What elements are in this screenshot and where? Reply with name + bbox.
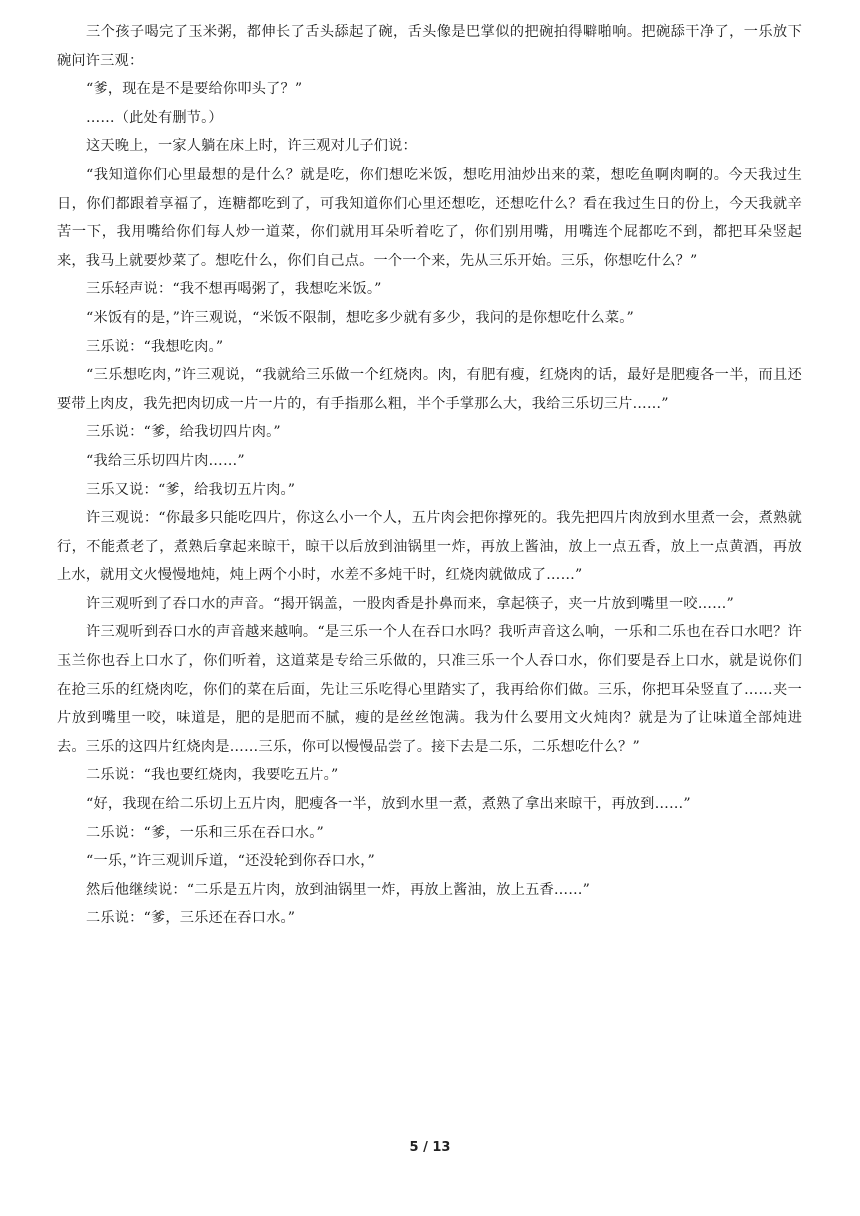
paragraph: 三乐又说：“爹，给我切五片肉。” <box>86 481 296 498</box>
paragraph: 二乐说：“爹，一乐和三乐在吞口水。” <box>86 824 325 841</box>
paragraph: “米饭有的是，”许三观说，“米饭不限制，想吃多少就有多少，我问的是你想吃什么菜。” <box>86 309 634 326</box>
paragraph: 三乐说：“爹，给我切四片肉。” <box>86 424 281 441</box>
paragraph: 二乐说：“我也要红烧肉，我要吃五片。” <box>86 767 339 784</box>
paragraph: 二乐说：“爹，三乐还在吞口水。” <box>86 910 296 927</box>
paragraph: 许三观说：“你最多只能吃四片，你这么小一个人，五片肉会把你撑死的。我先把四片肉放到水里煮一会，煮熟就行，不能煮老了，煮熟后拿起来晾干，晾干以后放到油锅里一炸，再放上酱油，放上一点五香，放上一点黄酒，再放上水，就用文火慢慢地炖，炖上两个小时，水差不多炖干时，红烧肉就做成了……” <box>57 510 802 584</box>
paragraph: “我知道你们心里最想的是什么？就是吃，你们想吃米饭，想吃用油炒出来的菜，想吃鱼啊肉啊的。今天我过生日，你们都跟着享福了，连糖都吃到了，可我知道你们心里还想吃，还想吃什么？看在我过生日的份上，今天我就辛苦一下，我用嘴给你们每人炒一道菜，你们就用耳朵听着吃了，你们别用嘴，用嘴连个屁都吃不到，都把耳朵竖起来，我马上就要炒菜了。想吃什么，你们自己点。一个一个来，先从三乐开始。三乐，你想吃什么？” <box>57 166 802 269</box>
paragraph: 这天晚上，一家人躺在床上时，许三观对儿子们说： <box>86 138 417 155</box>
paragraph: 三个孩子喝完了玉米粥，都伸长了舌头舔起了碗，舌头像是巴掌似的把碗拍得噼啪响。把碗舔干净了，一乐放下碗问许三观： <box>57 24 802 69</box>
paragraph: ……（此处有删节。） <box>86 109 223 126</box>
document-body <box>57 18 802 933</box>
page-number: 5 / 13 <box>409 1140 451 1155</box>
paragraph: “三乐想吃肉，”许三观说，“我就给三乐做一个红烧肉。肉，有肥有瘦，红烧肉的话，最好是肥瘦各一半，而且还要带上肉皮，我先把肉切成一片一片的，有手指那么粗，半个手掌那么大，我给三乐切三片……” <box>57 367 802 412</box>
paragraph: “我给三乐切四片肉……” <box>86 452 245 469</box>
paragraph: 许三观听到了吞口水的声音。“揭开锅盖，一股肉香是扑鼻而来，拿起筷子，夹一片放到嘴里一咬……” <box>86 595 734 612</box>
paragraph: “一乐，”许三观训斥道，“还没轮到你吞口水，” <box>86 853 375 870</box>
paragraph: 许三观听到吞口水的声音越来越响。“是三乐一个人在吞口水吗？我听声音这么响，一乐和二乐也在吞口水吧？许玉兰你也吞上口水了，你们听着，这道菜是专给三乐做的，只准三乐一个人吞口水，你们要是吞上口水，就是说你们在抢三乐的红烧肉吃，你们的菜在后面，先让三乐吃得心里踏实了，我再给你们做。三乐，你把耳朵竖直了……夹一片放到嘴里一咬，味道是，肥的是肥而不腻，瘦的是丝丝饱满。我为什么要用文火炖肉？就是为了让味道全部炖进去。三乐的这四片红烧肉是……三乐，你可以慢慢品尝了。接下去是二乐，二乐想吃什么？” <box>57 624 802 755</box>
paragraph: 三乐轻声说：“我不想再喝粥了，我想吃米饭。” <box>86 281 382 298</box>
paragraph: “好，我现在给二乐切上五片肉，肥瘦各一半，放到水里一煮，煮熟了拿出来晾干，再放到……” <box>86 796 691 813</box>
paragraph: “爹，现在是不是要给你叩头了？” <box>86 81 303 98</box>
paragraph: 三乐说：“我想吃肉。” <box>86 338 224 355</box>
paragraph: 然后他继续说：“二乐是五片肉，放到油锅里一炸，再放上酱油，放上五香……” <box>86 881 591 898</box>
